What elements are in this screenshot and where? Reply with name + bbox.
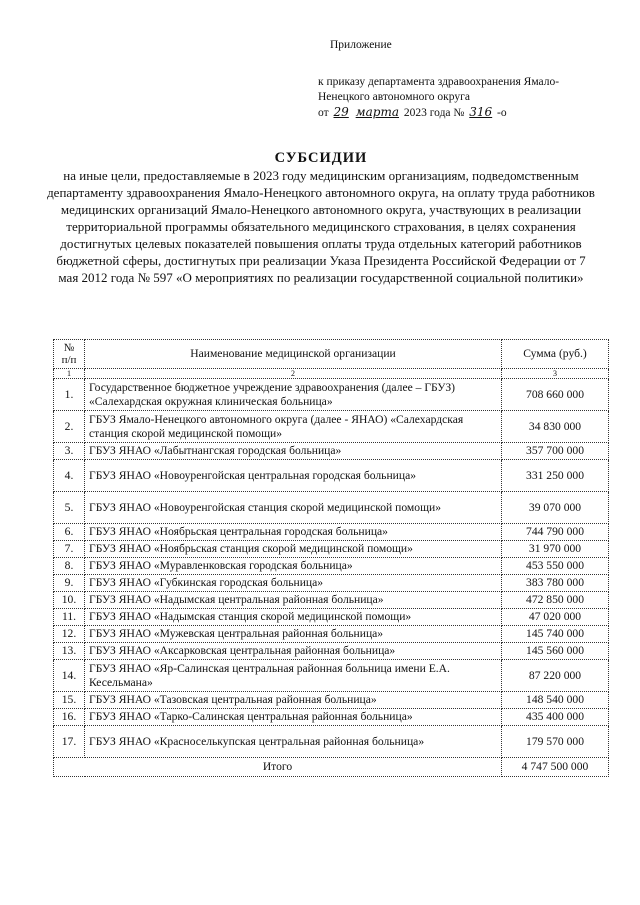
row-amount: 47 020 000 xyxy=(502,609,609,626)
row-number: 9. xyxy=(54,575,85,592)
appendix-title: Приложение xyxy=(330,39,392,51)
row-amount: 472 850 000 xyxy=(502,592,609,609)
row-amount: 145 740 000 xyxy=(502,626,609,643)
row-amount: 179 570 000 xyxy=(502,726,609,758)
row-number: 4. xyxy=(54,460,85,492)
row-amount: 453 550 000 xyxy=(502,558,609,575)
row-amount: 39 070 000 xyxy=(502,492,609,524)
table-row xyxy=(54,726,609,758)
row-amount: 357 700 000 xyxy=(502,443,609,460)
row-amount: 87 220 000 xyxy=(502,660,609,692)
appendix-line-2: Ненецкого автономного округа xyxy=(318,91,470,103)
table-row xyxy=(54,709,609,726)
table-row xyxy=(54,460,609,492)
document-heading xyxy=(46,150,596,286)
appendix-line-1: к приказу департамента здравоохранения Ямало- xyxy=(318,76,560,88)
row-amount: 145 560 000 xyxy=(502,643,609,660)
header-num xyxy=(54,340,85,369)
table-row xyxy=(54,660,609,692)
table-row xyxy=(54,575,609,592)
document-subtitle: на иные цели, предоставляемые в 2023 году медицинским организациям, подведомственным департаменту здравоохранения Ямало-Ненецкого автономного округа, на оплату труда работников медицинских организаций Ямало-Ненецкого автономного округа, участвующих в реализации территориальной программы обязательного медицинского страхования, в целях сохранения достигнутых целевых показателей повышения оплаты труда отдельных категорий работников бюджетной сферы, достигнутых при реализации Указа Президента Российской Федерации от 7 мая 2012 года № 597 «О мероприятиях по реализации государственной социальной политики» xyxy=(47,168,595,285)
date-prefix: от xyxy=(318,107,329,119)
index-cell: 1 xyxy=(54,369,85,379)
table-header-row xyxy=(54,340,609,369)
table-index-row xyxy=(54,369,609,379)
row-organization: ГБУЗ ЯНАО «Мужевская центральная районная больница» xyxy=(85,626,502,643)
row-number: 16. xyxy=(54,709,85,726)
table-row xyxy=(54,692,609,709)
row-organization: ГБУЗ ЯНАО «Аксарковская центральная районная больница» xyxy=(85,643,502,660)
row-organization: ГБУЗ ЯНАО «Яр-Салинская центральная районная больница имени Е.А. Кесельмана» xyxy=(85,660,502,692)
total-row xyxy=(54,758,609,777)
header-num-line1: № xyxy=(63,342,75,354)
table-row xyxy=(54,443,609,460)
order-number-suffix: -о xyxy=(497,107,507,119)
header-num-line2: п/п xyxy=(61,354,77,366)
row-amount: 435 400 000 xyxy=(502,709,609,726)
index-cell: 2 xyxy=(85,369,502,379)
row-number: 15. xyxy=(54,692,85,709)
row-organization: ГБУЗ ЯНАО «Ноябрьская станция скорой медицинской помощи» xyxy=(85,541,502,558)
row-organization: ГБУЗ ЯНАО «Муравленковская городская больница» xyxy=(85,558,502,575)
appendix-date-line xyxy=(318,105,618,121)
order-number: 316 xyxy=(469,105,493,119)
row-number: 3. xyxy=(54,443,85,460)
row-amount: 708 660 000 xyxy=(502,379,609,411)
row-number: 10. xyxy=(54,592,85,609)
table-row xyxy=(54,592,609,609)
row-organization: ГБУЗ ЯНАО «Надымская центральная районная больница» xyxy=(85,592,502,609)
index-cell: 3 xyxy=(502,369,609,379)
row-number: 6. xyxy=(54,524,85,541)
table-row xyxy=(54,379,609,411)
table-row xyxy=(54,626,609,643)
row-amount: 744 790 000 xyxy=(502,524,609,541)
table-row xyxy=(54,492,609,524)
subsidy-table xyxy=(53,339,609,777)
row-organization: ГБУЗ ЯНАО «Лабытнангская городская больница» xyxy=(85,443,502,460)
table-row xyxy=(54,541,609,558)
row-organization: Государственное бюджетное учреждение здравоохранения (далее – ГБУЗ) «Салехардская окружная клиническая больница» xyxy=(85,379,502,411)
row-organization: ГБУЗ ЯНАО «Красноселькупская центральная районная больница» xyxy=(85,726,502,758)
table-row xyxy=(54,558,609,575)
row-number: 13. xyxy=(54,643,85,660)
row-organization: ГБУЗ Ямало-Ненецкого автономного округа (далее - ЯНАО) «Салехардская станция скорой медицинской помощи» xyxy=(85,411,502,443)
row-number: 17. xyxy=(54,726,85,758)
row-amount: 31 970 000 xyxy=(502,541,609,558)
row-amount: 34 830 000 xyxy=(502,411,609,443)
row-organization: ГБУЗ ЯНАО «Тазовская центральная районная больница» xyxy=(85,692,502,709)
appendix-block xyxy=(318,38,618,121)
row-amount: 383 780 000 xyxy=(502,575,609,592)
row-organization: ГБУЗ ЯНАО «Новоуренгойская центральная городская больница» xyxy=(85,460,502,492)
row-number: 7. xyxy=(54,541,85,558)
row-number: 5. xyxy=(54,492,85,524)
row-organization: ГБУЗ ЯНАО «Губкинская городская больница» xyxy=(85,575,502,592)
table-row xyxy=(54,609,609,626)
document-title: СУБСИДИИ xyxy=(274,150,368,166)
row-number: 1. xyxy=(54,379,85,411)
row-organization: ГБУЗ ЯНАО «Новоуренгойская станция скорой медицинской помощи» xyxy=(85,492,502,524)
row-organization: ГБУЗ ЯНАО «Тарко-Салинская центральная районная больница» xyxy=(85,709,502,726)
row-organization: ГБУЗ ЯНАО «Надымская станция скорой медицинской помощи» xyxy=(85,609,502,626)
row-number: 11. xyxy=(54,609,85,626)
date-day: 29 xyxy=(333,105,349,119)
row-number: 8. xyxy=(54,558,85,575)
row-organization: ГБУЗ ЯНАО «Ноябрьская центральная городская больница» xyxy=(85,524,502,541)
date-month: марта xyxy=(355,105,399,119)
total-label: Итого xyxy=(54,758,502,777)
row-amount: 331 250 000 xyxy=(502,460,609,492)
row-number: 14. xyxy=(54,660,85,692)
table-row xyxy=(54,643,609,660)
total-amount: 4 747 500 000 xyxy=(502,758,609,777)
table-row xyxy=(54,524,609,541)
table-row xyxy=(54,411,609,443)
row-number: 12. xyxy=(54,626,85,643)
header-name: Наименование медицинской организации xyxy=(85,340,502,369)
row-number: 2. xyxy=(54,411,85,443)
row-amount: 148 540 000 xyxy=(502,692,609,709)
date-year: 2023 года № xyxy=(403,107,465,119)
header-sum: Сумма (руб.) xyxy=(502,340,609,369)
